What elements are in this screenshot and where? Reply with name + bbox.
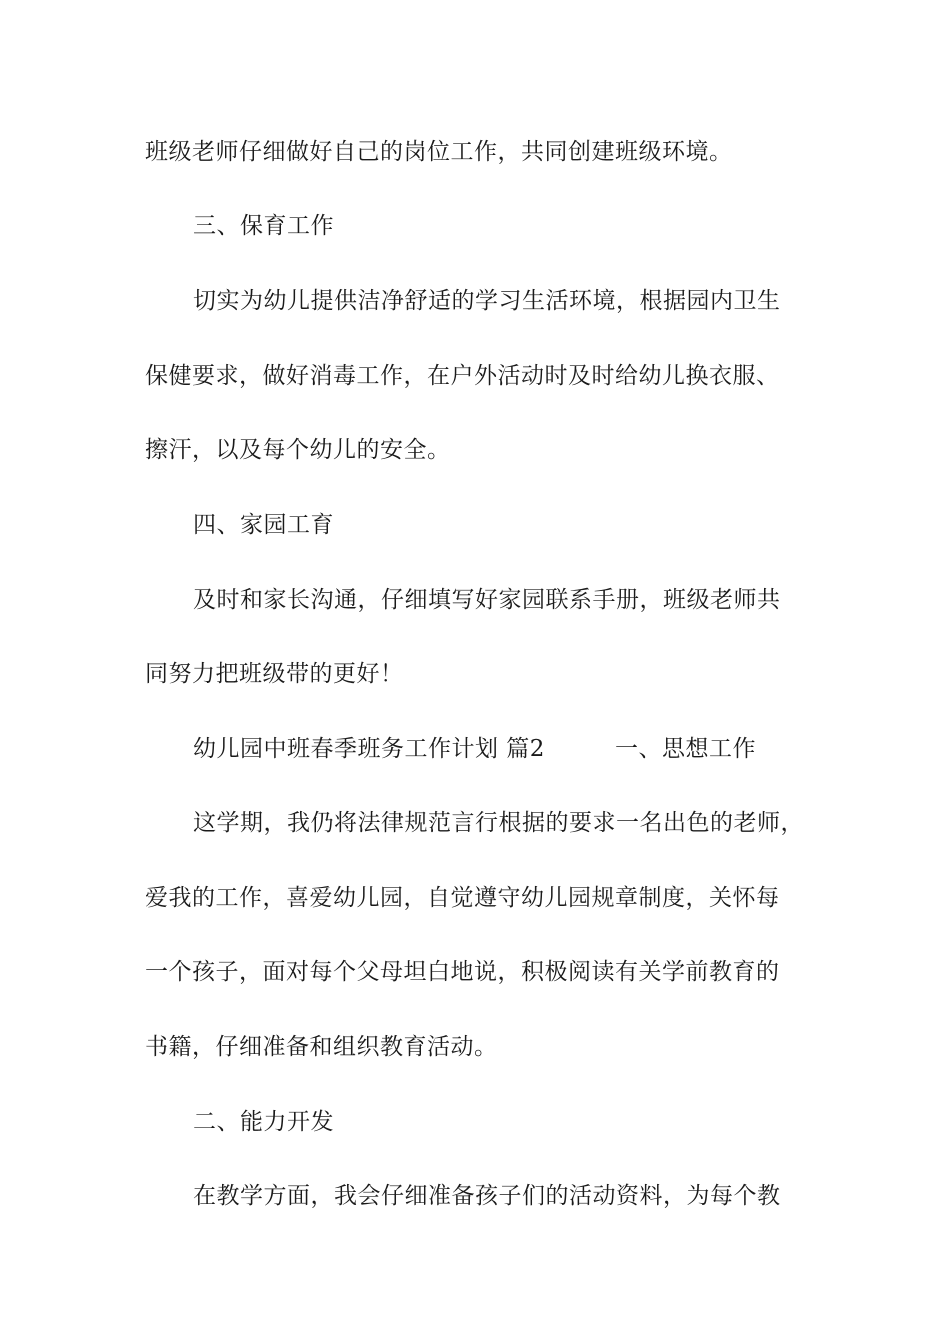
paragraph-line: 这学期，我仍将法律规范言行根据的要求一名出色的老师， [193,810,804,836]
paragraph-line: 在教学方面，我会仔细准备孩子们的活动资料，为每个教 [193,1183,781,1209]
paragraph-line: 同努力把班级带的更好！ [145,661,404,687]
article-title: 幼儿园中班春季班务工作计划 篇2 [193,736,545,762]
paragraph-line: 一个孩子，面对每个父母坦白地说，积极阅读有关学前教育的 [145,959,780,985]
paragraph-line: 保健要求，做好消毒工作，在户外活动时及时给幼儿换衣服、 [145,363,780,389]
paragraph-line: 擦汗，以及每个幼儿的安全。 [145,437,451,463]
section-heading-care-work: 三、保育工作 [193,213,334,239]
paragraph-line: 爱我的工作，喜爱幼儿园，自觉遵守幼儿园规章制度，关怀每 [145,885,780,911]
section-heading-ideology: 一、思想工作 [614,736,756,762]
paragraph-line: 切实为幼儿提供洁净舒适的学习生活环境，根据园内卫生 [193,288,781,314]
paragraph-line: 班级老师仔细做好自己的岗位工作，共同创建班级环境。 [145,139,733,165]
section-heading-home-school: 四、家园工育 [193,512,334,538]
section-heading-ability: 二、能力开发 [193,1109,334,1135]
paragraph-line: 书籍，仔细准备和组织教育活动。 [145,1034,498,1060]
article-title-line [193,734,756,764]
paragraph-line: 及时和家长沟通，仔细填写好家园联系手册，班级老师共 [193,587,781,613]
